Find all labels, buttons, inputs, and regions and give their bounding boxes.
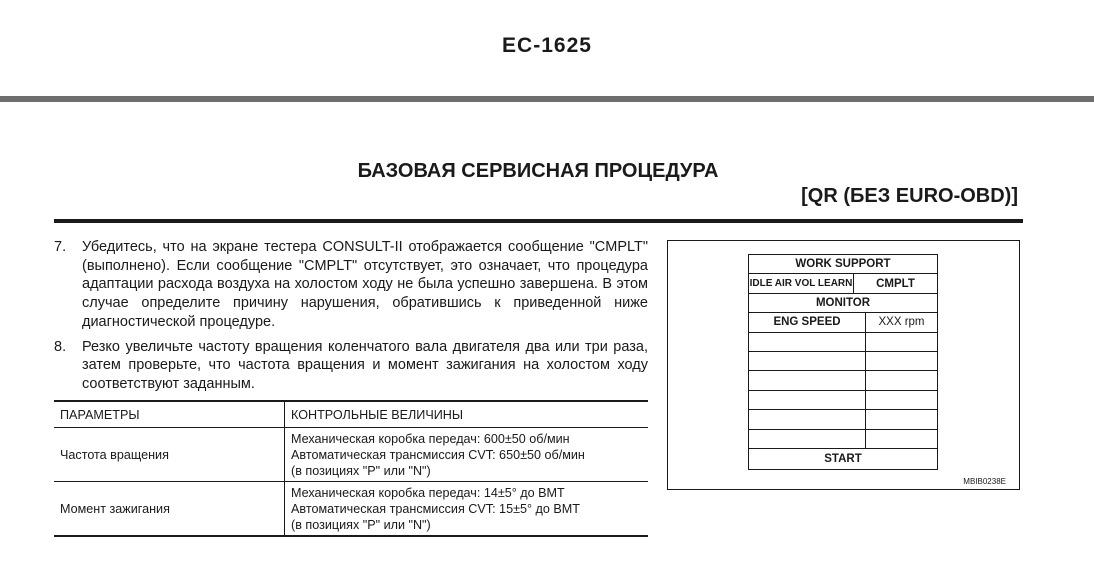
step-8 — [54, 338, 648, 394]
step-number: 7. — [54, 239, 67, 255]
monitor-label: MONITOR — [815, 296, 871, 309]
header-control-values: КОНТРОЛЬНЫЕ ВЕЛИЧИНЫ — [285, 401, 649, 428]
empty-row — [749, 371, 937, 390]
eng-speed-value: XXX rpm — [878, 316, 925, 329]
empty-row — [749, 333, 937, 352]
value-line: Механическая коробка передач: 14±5° до ВМТ — [291, 485, 565, 500]
section-title: БАЗОВАЯ СЕРВИСНАЯ ПРОЦЕДУРА — [357, 160, 719, 182]
step-number: 8. — [54, 338, 67, 355]
empty-row — [749, 430, 937, 449]
step-7 — [54, 238, 648, 332]
value-line: (в позициях "P" или "N") — [291, 517, 431, 532]
header-divider — [0, 96, 1094, 102]
start-button: START — [824, 453, 862, 465]
idle-air-label: IDLE AIR VOL LEARN — [749, 274, 854, 292]
value-line: Механическая коробка передач: 600±50 об/мин — [291, 431, 570, 446]
procedure-steps — [54, 238, 648, 400]
param-values — [285, 482, 649, 537]
work-support-label: WORK SUPPORT — [795, 258, 891, 271]
empty-row — [749, 410, 937, 429]
start-row — [749, 449, 937, 469]
empty-row — [749, 352, 937, 371]
value-line: Автоматическая трансмиссия CVT: 15±5° до ВМТ — [291, 501, 580, 516]
parameters-table — [54, 400, 648, 537]
param-name: Момент зажигания — [54, 482, 285, 537]
value-line: Автоматическая трансмиссия CVT: 650±50 об/мин — [291, 447, 585, 462]
header-parameters: ПАРАМЕТРЫ — [54, 401, 285, 428]
consult-screen — [748, 254, 938, 470]
idle-air-value: CMPLT — [876, 277, 915, 290]
idle-air-row — [749, 274, 937, 293]
consult-screen-figure — [667, 240, 1020, 490]
eng-speed-row — [749, 313, 937, 332]
monitor-row — [749, 294, 937, 313]
value-line: (в позициях "P" или "N") — [291, 463, 431, 478]
param-values — [285, 428, 649, 482]
table-row — [54, 482, 648, 537]
page-code: EC-1625 — [502, 34, 592, 57]
eng-speed-label: ENG SPEED — [749, 313, 866, 331]
section-subtitle: [QR (БЕЗ EURO-OBD)] — [801, 185, 1018, 207]
work-support-row — [749, 255, 937, 274]
param-name: Частота вращения — [54, 428, 285, 482]
figure-code: MBIB0238E — [963, 477, 1006, 486]
section-divider — [54, 219, 1023, 223]
step-text: Резко увеличьте частоту вращения коленчатого вала двигателя два или три раза, затем проверьте, что частота вращения и момент зажигания на холостом ходу соответствуют заданным. — [82, 338, 648, 392]
step-text: Убедитесь, что на экране тестера CONSULT-II отображается сообщение "CMPLT" (выполнено). Если сообщение "CMPLT" отсутствует, это означает, что процедура адаптации расхода воздуха на холостом ходу не была успешно завершена. В этом случае определите причину нарушения, обратившись к приведенной ниже диагностической процедуре. — [82, 239, 648, 330]
table-header-row — [54, 401, 648, 428]
table-row — [54, 428, 648, 482]
empty-row — [749, 391, 937, 410]
